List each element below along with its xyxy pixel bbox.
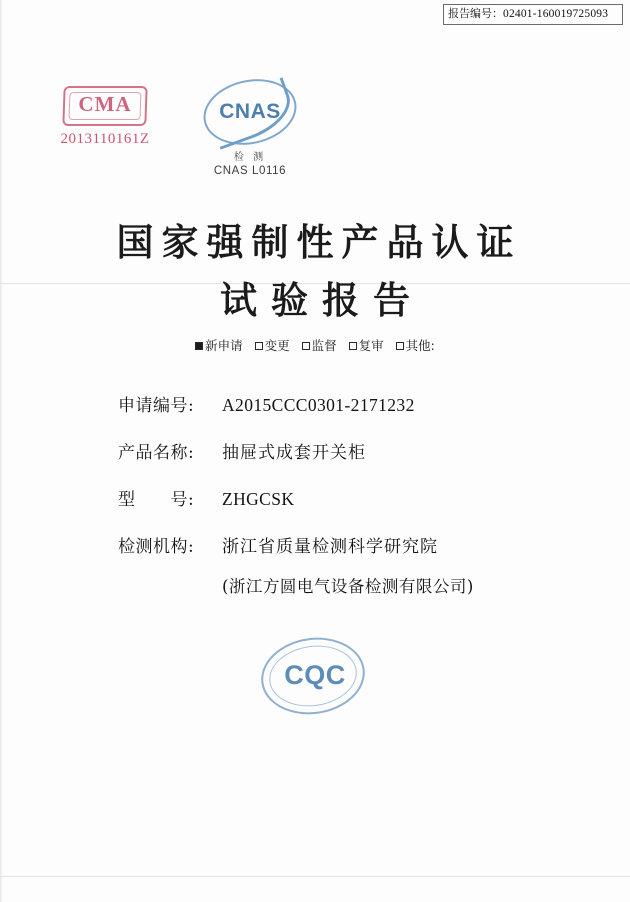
application-type-option-other[interactable] [396, 336, 435, 354]
cnas-label: CNAS [219, 100, 281, 123]
checkbox-icon[interactable] [396, 342, 404, 350]
report-number-value: 02401-160019725093 [503, 8, 609, 20]
cma-label: CMA [78, 92, 132, 116]
checkbox-icon[interactable] [302, 342, 310, 350]
application-type-option-review[interactable] [349, 336, 384, 354]
field-row-product-name [118, 429, 538, 476]
field-label: 型 号: [118, 490, 195, 510]
field-value: 浙江省质量检测科学研究院 [222, 537, 438, 557]
report-number-box [443, 4, 623, 25]
checkbox-icon[interactable] [195, 342, 203, 350]
field-row-model [118, 476, 538, 523]
field-value-secondary: (浙江方圆电气设备检测有限公司) [222, 577, 474, 596]
application-type-option-change[interactable] [255, 336, 290, 354]
cqc-logo [255, 634, 375, 720]
accreditation-marks [40, 78, 320, 188]
field-row-testing-organization [118, 523, 538, 604]
cma-mark-group [40, 86, 170, 148]
field-value: A2015CCC0301-2171232 [222, 395, 415, 415]
option-label: 复审 [358, 338, 384, 353]
report-field-list [118, 382, 538, 604]
cqc-label: CQC [284, 660, 346, 690]
field-label: 申请编号: [118, 396, 195, 416]
field-label: 产品名称: [118, 443, 195, 463]
option-label: 新申请 [205, 338, 243, 353]
field-value: 抽屉式成套开关柜 [222, 443, 366, 463]
document-title-line1: 国家强制性产品认证 [116, 220, 522, 264]
cnas-subtitle: 检 测 [233, 152, 267, 163]
application-type-row [0, 336, 630, 354]
cma-code: 2013110161Z [60, 131, 150, 147]
checkbox-icon[interactable] [349, 342, 357, 350]
cnas-mark-group [180, 78, 320, 177]
document-title-line2: 试验报告 [220, 278, 424, 322]
checkbox-icon[interactable] [255, 342, 263, 350]
application-type-option-supervision[interactable] [302, 336, 337, 354]
cma-icon [63, 86, 147, 126]
cnas-number: CNAS L0116 [213, 165, 287, 177]
field-label: 检测机构: [118, 537, 195, 557]
cnas-icon [200, 78, 300, 150]
field-value: ZHGCSK [222, 489, 295, 509]
scan-artifact-line [0, 876, 630, 877]
application-type-option-new[interactable] [195, 336, 243, 354]
option-label: 监督 [311, 338, 337, 353]
option-label: 其他: [405, 338, 435, 353]
report-number-label: 报告编号： [448, 7, 503, 20]
option-label: 变更 [264, 338, 290, 353]
page-edge-shadow [0, 0, 3, 902]
field-row-application-number [118, 382, 538, 429]
